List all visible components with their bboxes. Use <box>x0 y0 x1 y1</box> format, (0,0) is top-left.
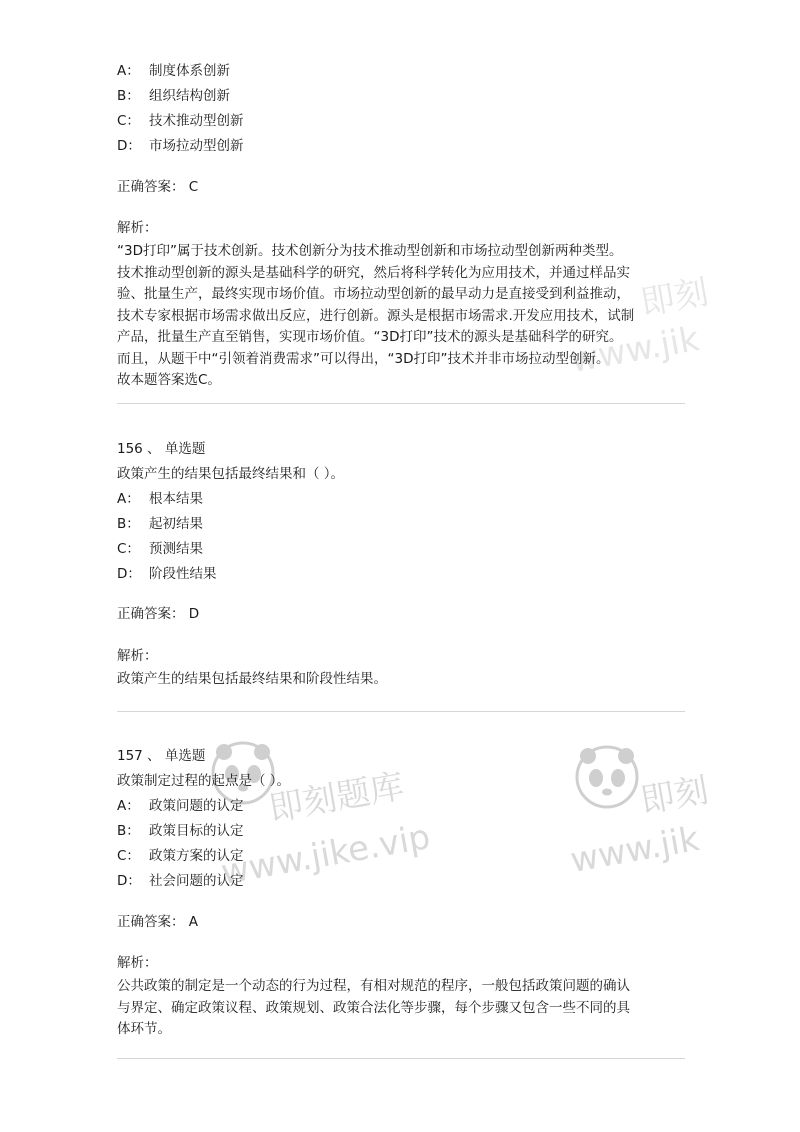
q157-stem: 政策制定过程的起点是（ ）。 <box>117 773 291 789</box>
q155-option-b <box>117 86 230 106</box>
q156-analysis-text: 政策产生的结果包括最终结果和阶段性结果。 <box>117 671 387 687</box>
q156-option-c <box>117 539 203 559</box>
option-key: A： <box>117 798 140 814</box>
option-key: D： <box>117 873 141 889</box>
option-key: A： <box>117 63 140 79</box>
option-key: C： <box>117 113 140 129</box>
q157-answer: 正确答案： A <box>117 914 199 930</box>
q156-answer: 正确答案： D <box>117 606 200 622</box>
q157-option-c <box>117 846 244 866</box>
divider <box>117 711 685 712</box>
option-key: D： <box>117 138 141 154</box>
option-text: 组织结构创新 <box>149 88 230 104</box>
divider <box>117 403 685 404</box>
watermark-2 <box>560 730 800 900</box>
q157-analysis-text: 公共政策的制定是一个动态的行为过程，有相对规范的程序，一般包括政策问题的确认 与界定、确定政策议程、政策规划、政策合法化等步骤，每个步骤又包含一些不同的具 体环节。 <box>117 978 630 1037</box>
q156-option-a <box>117 489 203 509</box>
q155-answer: 正确答案： C <box>117 179 199 195</box>
q157-option-b <box>117 821 244 841</box>
option-text: 政策问题的认定 <box>149 798 244 814</box>
divider <box>117 1058 685 1059</box>
watermark-brand-partial: 即刻 <box>637 770 712 822</box>
q155-option-d <box>117 136 244 156</box>
option-text: 政策方案的认定 <box>149 848 244 864</box>
option-text: 政策目标的认定 <box>149 823 244 839</box>
option-key: C： <box>117 541 140 557</box>
q156-option-d <box>117 564 217 584</box>
option-text: 技术推动型创新 <box>149 113 244 129</box>
option-text: 阶段性结果 <box>149 566 217 582</box>
option-key: B： <box>117 88 140 104</box>
q157-analysis-label: 解析： <box>117 955 158 971</box>
q156-analysis-label: 解析： <box>117 648 158 664</box>
q155-option-a <box>117 61 230 81</box>
q156-stem: 政策产生的结果包括最终结果和（ ）。 <box>117 466 345 482</box>
panda-logo-icon <box>572 742 642 812</box>
watermark-url-partial: www.jik <box>567 319 703 381</box>
q157-option-d <box>117 871 244 891</box>
q155-analysis-text: “3D打印”属于技术创新。技术创新分为技术推动型创新和市场拉动型创新两种类型。 技术推动型创新的源头是基础科学的研究，然后将科学转化为应用技术，并通过样品实 验、批量生产，最终实现市场价值。市场拉动型创新的最早动力是直接受到利益推动， 技术专家根据市场需求做出反应，进行创新。源头是根据市场需求.开发应用技术，试制 产品，批量生产直至销售，实现市场价值。“3D打印”技术的源头是基础科学的研究。 而且，从题干中“引领着消费需求”可以得出，“3D打印”技术并非市场拉动型创新。 故本题答案选C。 <box>117 243 635 388</box>
q155-analysis-label: 解析： <box>117 220 158 236</box>
q156-header: 156 、 单选题 <box>117 441 206 457</box>
option-key: B： <box>117 516 140 532</box>
option-key: B： <box>117 823 140 839</box>
watermark-url-partial: www.jik <box>567 819 703 881</box>
option-key: C： <box>117 848 140 864</box>
option-key: D： <box>117 566 141 582</box>
option-text: 市场拉动型创新 <box>149 138 244 154</box>
option-text: 起初结果 <box>149 516 203 532</box>
q155-option-c <box>117 111 244 131</box>
option-key: A： <box>117 491 140 507</box>
q157-header: 157 、 单选题 <box>117 748 206 764</box>
q157-option-a <box>117 796 244 816</box>
option-text: 社会问题的认定 <box>149 873 244 889</box>
option-text: 预测结果 <box>149 541 203 557</box>
watermark-url: www.jike.vip <box>218 816 434 894</box>
watermark-brand: 即刻题库 <box>266 766 408 830</box>
option-text: 根本结果 <box>149 491 203 507</box>
watermark-brand-partial: 即刻 <box>637 272 712 324</box>
q156-option-b <box>117 514 203 534</box>
option-text: 制度体系创新 <box>149 63 230 79</box>
